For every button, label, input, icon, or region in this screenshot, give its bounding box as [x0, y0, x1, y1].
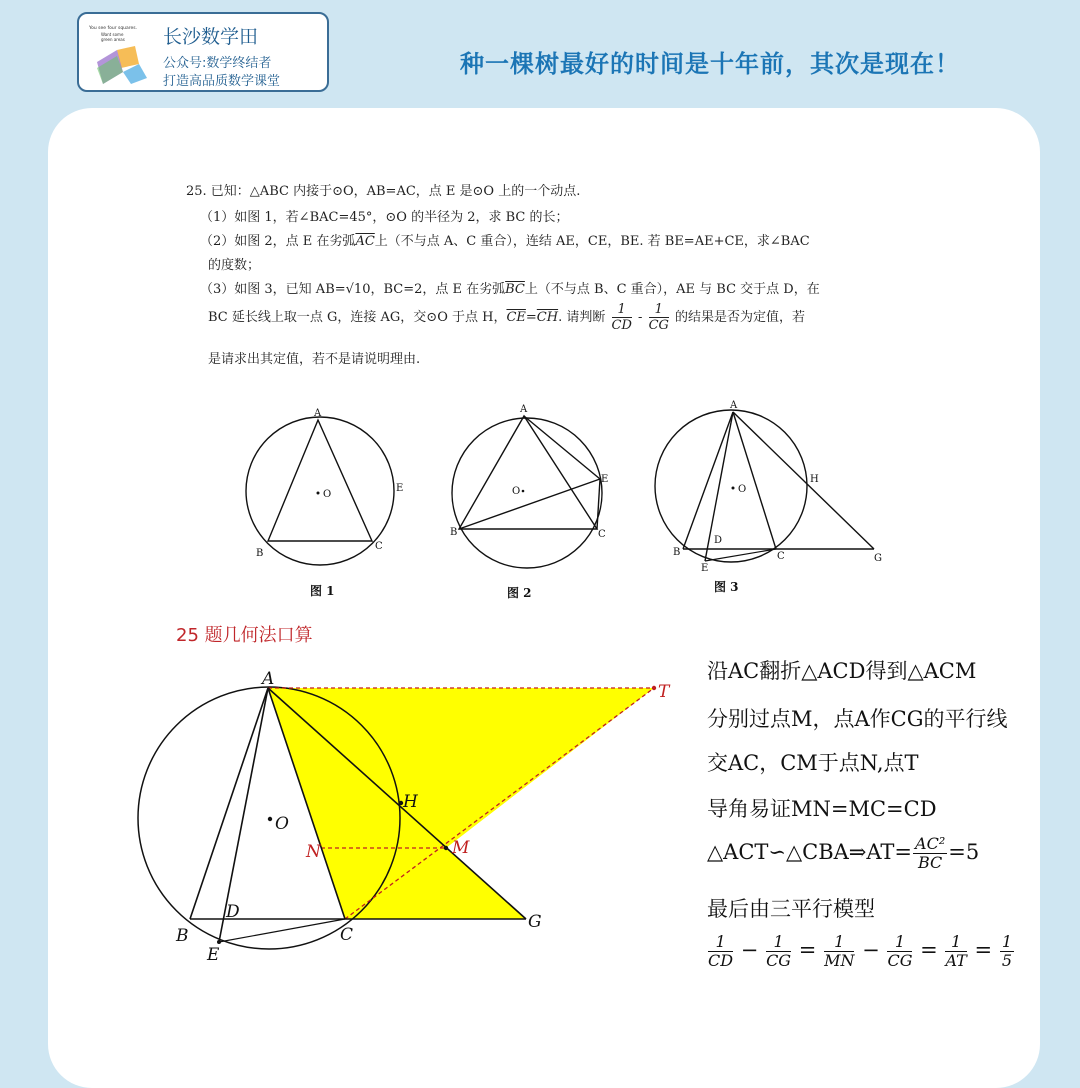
label-D: D [226, 902, 240, 922]
fraction-denominator: CD [708, 951, 734, 970]
equals-sign: = [920, 938, 938, 962]
minus-sign: - [638, 310, 643, 325]
logo-name: 长沙数学田 [163, 26, 259, 48]
fraction-1-over-5 [1000, 933, 1014, 970]
fraction-denominator: CD [611, 318, 632, 333]
problem-line-6-a: BC 延长线上取一点 G，连接 AG，交⊙O 于点 H， [208, 310, 507, 325]
arc-ce: $\overline{CE}$ [506, 310, 526, 325]
label-A: A [520, 404, 528, 415]
minus-sign: − [862, 938, 880, 962]
fraction-denominator: CG [887, 951, 913, 970]
label-G: G [874, 553, 882, 564]
problem-line-7: 是请求出其定值，若不是请说明理由. [208, 352, 421, 367]
problem-line-3-b: 上（不与点 A、C 重合），连结 AE，CE，BE. 若 BE=AE+CE，求∠BAC [374, 234, 810, 249]
step-4: 导角易证MN=MC=CD [707, 797, 937, 821]
label-B: B [673, 547, 681, 558]
label-C: C [598, 529, 606, 540]
fraction-numerator: 1 [612, 302, 632, 318]
figure-1 [246, 408, 403, 598]
fraction-numerator: 1 [649, 302, 669, 318]
problem-line-2: （1）如图 1，若∠BAC=45°，⊙O 的半径为 2，求 BC 的长； [200, 210, 569, 225]
label-B: B [256, 548, 264, 559]
label-H: H [810, 474, 819, 485]
problem-line-1: 25. 已知：△ABC 内接于⊙O，AB=AC，点 E 是⊙O 上的一个动点. [186, 184, 581, 199]
label-O: O [512, 486, 521, 497]
fraction-numerator: 1 [766, 933, 791, 952]
equals-sign: = [798, 938, 817, 962]
label-A: A [730, 400, 738, 411]
step-1: 沿AC翻折△ACD得到△ACM [707, 659, 977, 683]
label-N: N [306, 842, 321, 862]
label-C: C [340, 925, 354, 945]
figure-3 [655, 400, 882, 594]
step-6: 最后由三平行模型 [707, 897, 875, 921]
logo-tiny-text-2: Want some [101, 32, 124, 37]
figure-1-caption: 图 1 [310, 584, 335, 598]
arc-bc: $\overline{BC}$ [505, 282, 525, 297]
logo-subtitle-2: 打造高品质数学课堂 [163, 74, 281, 89]
equals-sign: = [974, 938, 993, 962]
fraction-denominator: MN [824, 951, 855, 970]
label-O: O [275, 814, 289, 834]
fraction-1-over-cd [708, 933, 733, 970]
arc-ac: $\overline{AC}$ [355, 234, 375, 249]
problem-line-3-a: （2）如图 2，点 E 在劣弧 [200, 234, 356, 249]
equals-sign: = [525, 310, 537, 325]
step-2: 分别过点M，点A作CG的平行线 [707, 707, 1008, 731]
solution-title: 25 题几何法口算 [176, 625, 313, 646]
problem-line-4: 的度数； [208, 258, 261, 273]
fraction-1-over-at [945, 933, 966, 970]
fraction-denominator: AT [945, 951, 967, 970]
solution-figure [138, 669, 671, 965]
label-O: O [323, 489, 332, 500]
problem-line-6-c: 的结果是否为定值，若 [675, 310, 806, 325]
fraction-numerator: 1 [1001, 932, 1012, 951]
label-A: A [262, 669, 275, 689]
fraction-numerator: 1 [708, 933, 733, 952]
step-7-equation [707, 933, 1015, 970]
label-E: E [601, 474, 609, 485]
problem-line-5-b: 上（不与点 B、C 重合），AE 与 BC 交于点 D，在 [524, 282, 820, 297]
fraction-numerator: 1 [945, 933, 966, 952]
figure-3-caption: 图 3 [714, 580, 739, 594]
label-B: B [176, 926, 189, 946]
label-C: C [375, 541, 383, 552]
step-5 [707, 835, 979, 872]
label-A: A [314, 408, 322, 419]
fraction-numerator: 1 [824, 933, 854, 952]
step-5-a: △ACT∽△CBA⇒AT= [707, 840, 913, 864]
figure-2-caption: 图 2 [507, 586, 532, 600]
step-3: 交AC，CM于点N,点T [707, 751, 919, 775]
label-E: E [701, 563, 709, 574]
fraction-denominator: CG [766, 951, 792, 970]
fraction-denominator: BC [917, 853, 943, 872]
label-G: G [528, 912, 542, 932]
label-E: E [207, 945, 220, 965]
fraction-ac2-over-bc [913, 835, 947, 872]
label-O: O [738, 484, 747, 495]
arc-ch: $\overline{CH}$ [536, 310, 559, 325]
fraction-1-over-mn [824, 933, 854, 970]
fraction-numerator: 1 [887, 933, 912, 952]
label-H: H [403, 792, 418, 812]
figure-2 [450, 404, 608, 600]
logo-tiny-text-3: green areas [101, 37, 125, 42]
logo-subtitle-1: 公众号:数学终结者 [163, 56, 272, 71]
slogan: 种一棵树最好的时间是十年前，其次是现在！ [460, 50, 960, 78]
label-M: M [452, 838, 470, 858]
problem-line-6-b: . 请判断 [558, 310, 606, 325]
minus-sign: − [740, 938, 759, 962]
fraction-denominator: CG [648, 318, 669, 333]
label-E: E [396, 483, 404, 494]
fraction-1-over-cg [766, 933, 791, 970]
logo-tiny-text-1: You see four squares. [89, 26, 138, 31]
label-C: C [777, 551, 785, 562]
step-5-b: =5 [948, 840, 980, 864]
fraction-numerator: AC² [915, 834, 946, 853]
label-B: B [450, 527, 458, 538]
fraction-denominator: 5 [1001, 951, 1012, 970]
fraction-1-over-cg [887, 933, 912, 970]
problem-line-5-a: （3）如图 3，已知 AB=√10，BC=2，点 E 在劣弧 [200, 282, 506, 297]
label-D: D [714, 535, 723, 546]
label-T: T [658, 682, 670, 702]
